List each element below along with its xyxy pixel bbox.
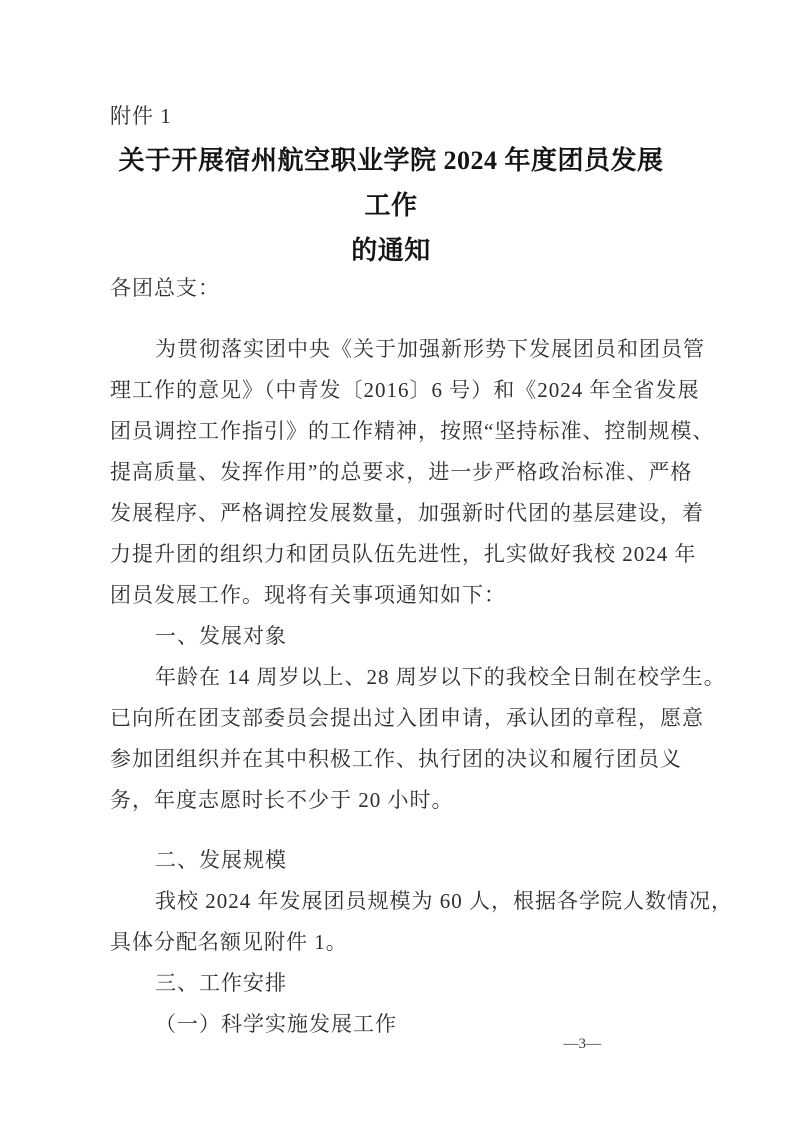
body-line: 提高质量、发挥作用”的总要求，进一步严格政治标准、严格 (110, 460, 693, 484)
body-line: 三、工作安排 (155, 971, 287, 995)
body-line: 发展程序、严格调控发展数量，加强新时代团的基层建设，着 (110, 501, 704, 525)
body-line: 我校 2024 年发展团员规模为 60 人，根据各学院人数情况， (155, 889, 733, 913)
body-line: （一）科学实施发展工作 (155, 1012, 397, 1036)
salutation: 各团总支： (110, 276, 220, 300)
document-title-line-1: 关于开展宿州航空职业学院 2024 年度团员发展工作 (118, 146, 664, 220)
body-line: 已向所在团支部委员会提出过入团申请，承认团的章程，愿意 (110, 706, 704, 730)
document-title-line-2: 的通知 (351, 236, 431, 265)
body-line: 为贯彻落实团中央《关于加强新形势下发展团员和团员管 (155, 337, 705, 361)
attachment-label: 附件 1 (110, 104, 172, 128)
body-line: 理工作的意见》（中青发〔2016〕6 号）和《2024 年全省发展 (110, 378, 700, 402)
document-content (110, 0, 733, 1045)
body-line: 一、发展对象 (155, 624, 287, 648)
body-text (110, 329, 733, 1045)
body-line: 参加团组织并在其中积极工作、执行团的决议和履行团员义 (110, 747, 682, 771)
body-line: 年龄在 14 周岁以上、28 周岁以下的我校全日制在校学生。 (155, 665, 726, 689)
page-number: —3— (563, 1036, 601, 1052)
body-line: 具体分配名额见附件 1。 (110, 930, 348, 954)
body-line: 力提升团的组织力和团员队伍先进性，扎实做好我校 2024 年 (110, 542, 697, 566)
body-line: 二、发展规模 (155, 848, 287, 872)
body-line: 团员发展工作。现将有关事项通知如下： (110, 583, 506, 607)
body-line: 务，年度志愿时长不少于 20 小时。 (110, 788, 454, 812)
document-title (110, 138, 672, 273)
body-line: 团员调控工作指引》的工作精神，按照“坚持标准、控制规模、 (110, 419, 715, 443)
